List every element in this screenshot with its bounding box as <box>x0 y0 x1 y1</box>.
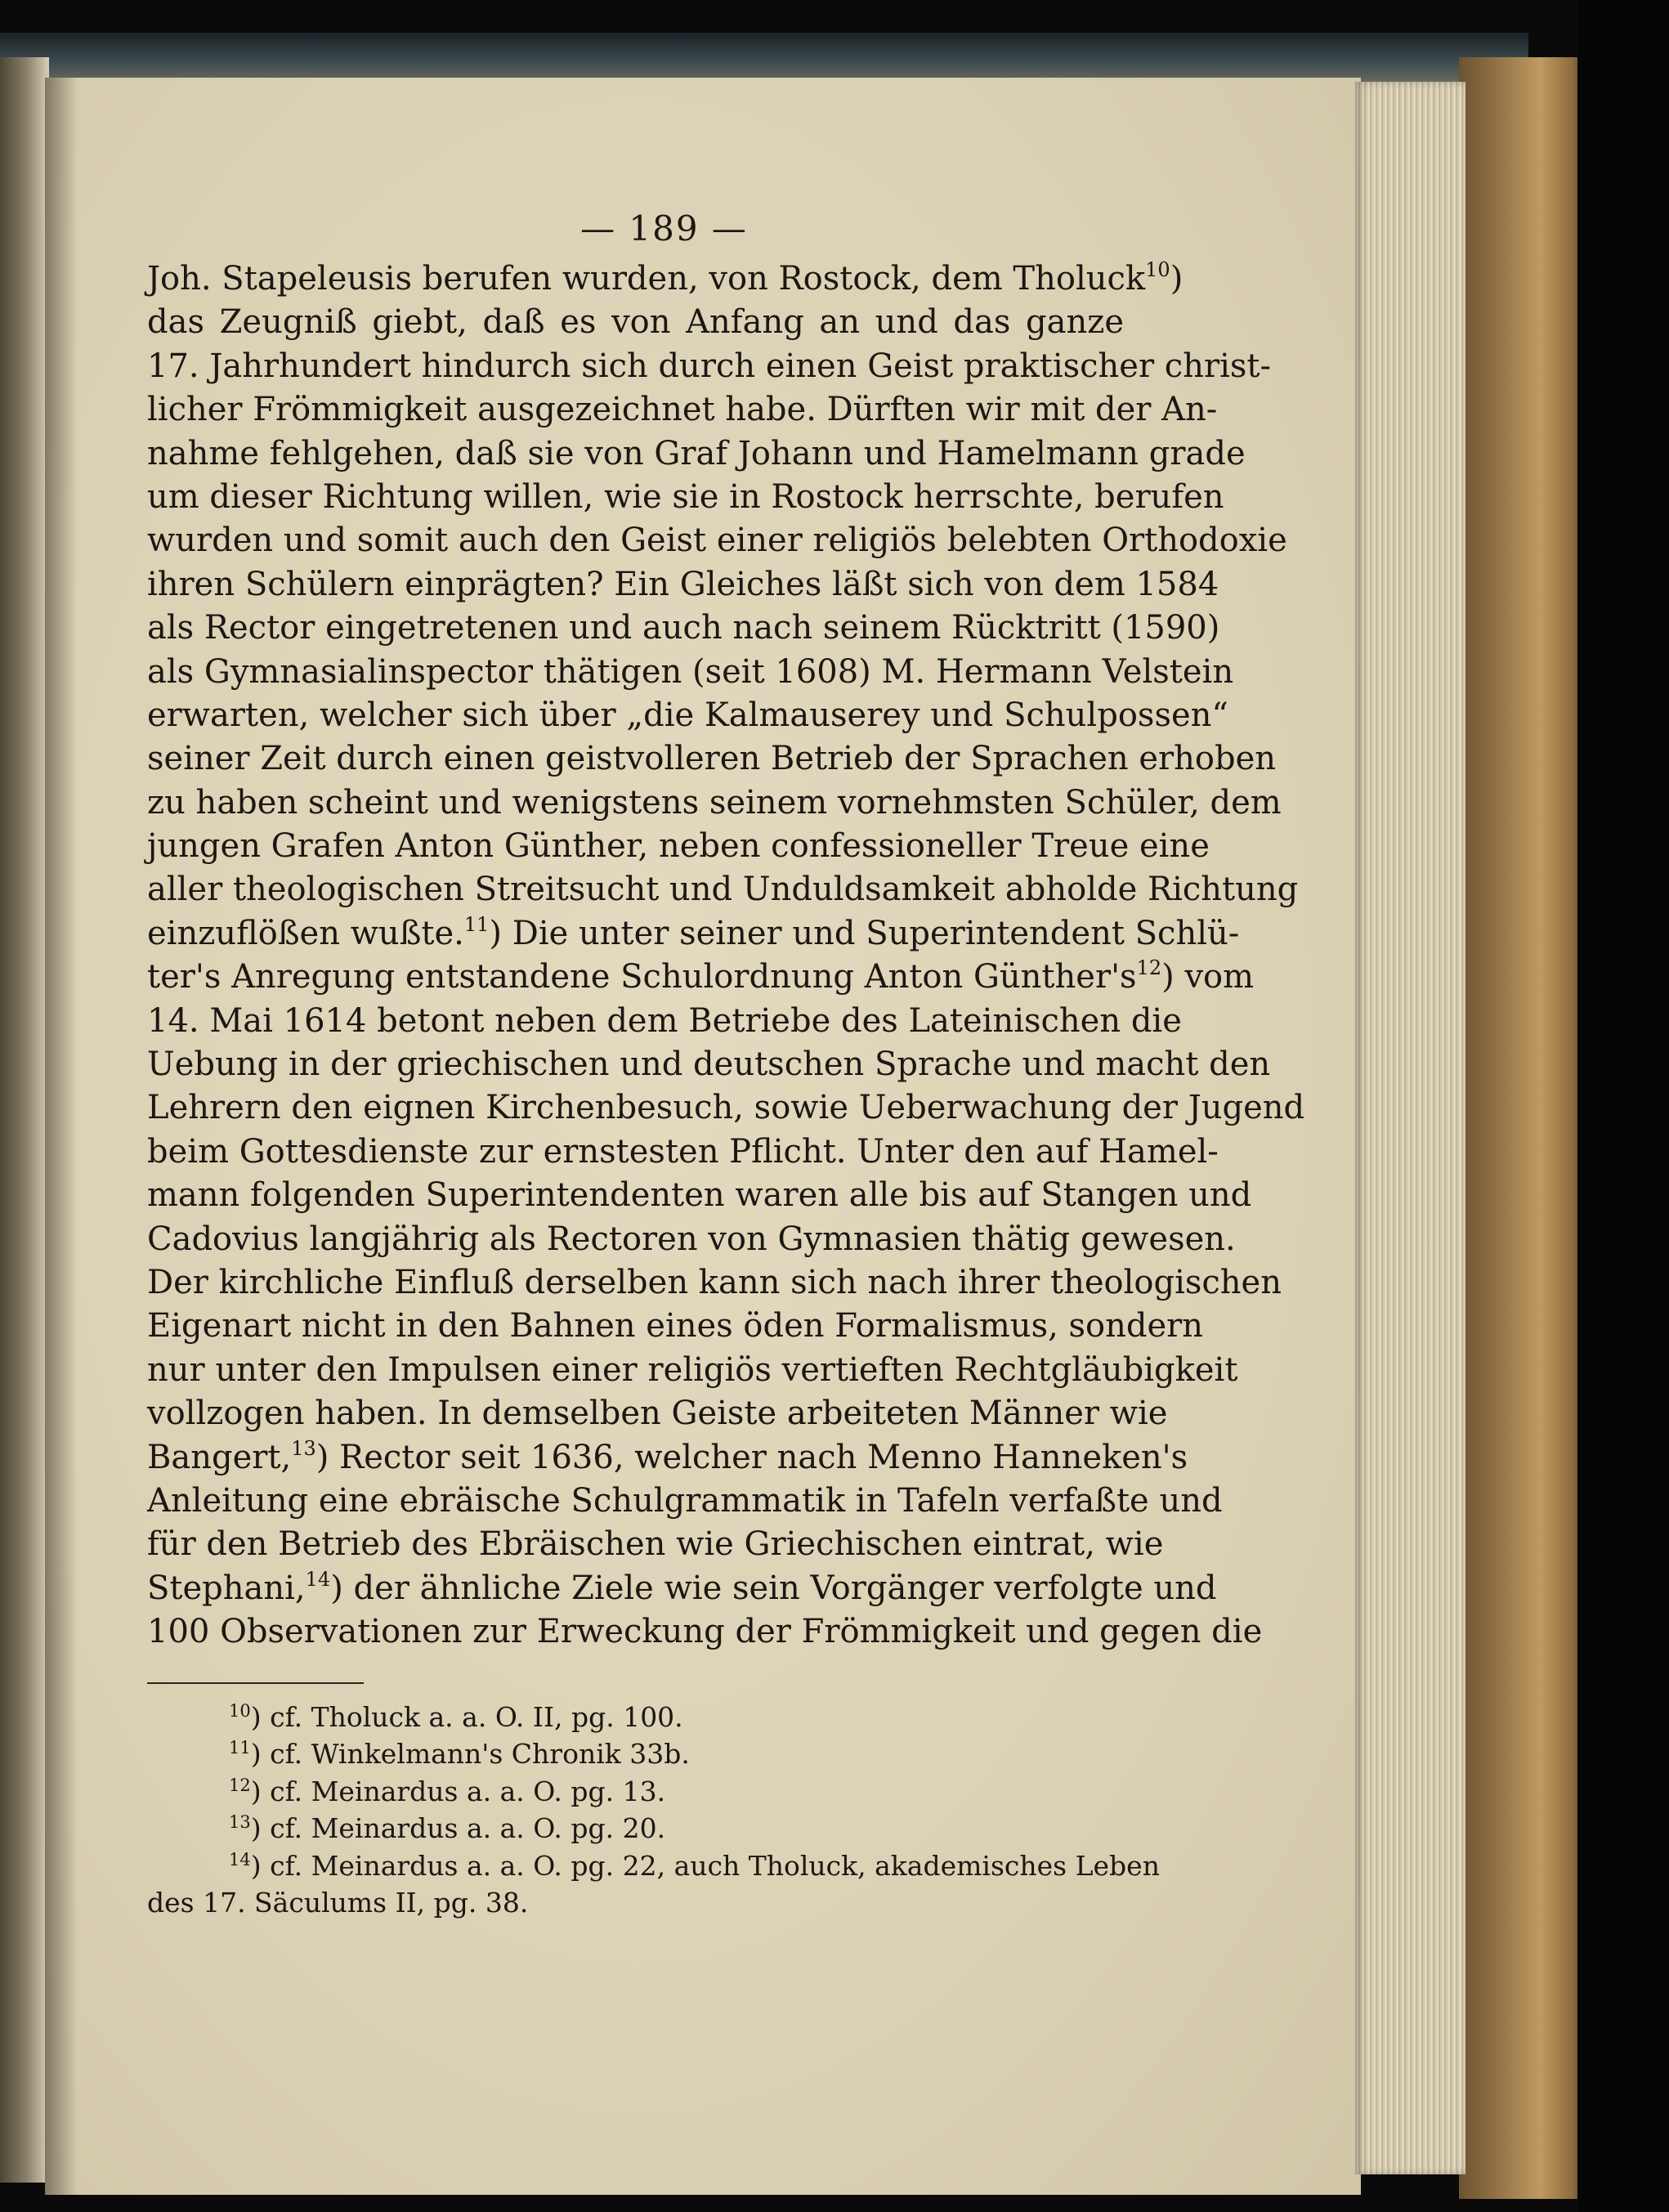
footnote-reference: 14 <box>305 1567 331 1591</box>
text-line <box>147 1174 1252 1217</box>
footnotes <box>147 1699 1160 1922</box>
text-segment: Anleitung eine ebräische Schulgrammatik in Tafeln verfaßte und <box>147 1481 1223 1520</box>
text-line <box>147 956 1255 999</box>
text-line <box>147 1000 1182 1043</box>
footnote-number: 11 <box>229 1738 251 1758</box>
text-line <box>147 1043 1271 1086</box>
text-segment: licher Frömmigkeit ausgezeichnet habe. Dürften wir mit der An- <box>147 391 1218 429</box>
text-segment: ) <box>1170 260 1184 298</box>
text-line <box>147 1436 1188 1480</box>
text-segment: nur unter den Impulsen einer religiös vertieften Rechtgläubigkeit <box>147 1350 1238 1389</box>
text-segment: 14. Mai 1614 betont neben dem Betriebe des Lateinischen die <box>147 1001 1182 1040</box>
book-cover-edge <box>1459 57 1594 2199</box>
text-line <box>147 825 1210 868</box>
text-segment: aller theologischen Streitsucht und Unduldsamkeit abholde Richtung <box>147 871 1299 909</box>
footnote <box>147 1847 1160 1885</box>
text-line <box>147 1131 1219 1174</box>
text-line <box>147 519 1287 562</box>
text-segment: seiner Zeit durch einen geistvolleren Betrieb der Sprachen erhoben <box>147 740 1277 778</box>
footnote-reference: 12 <box>1136 956 1162 980</box>
text-segment: Uebung in der griechischen und deutschen Sprache und macht den <box>147 1046 1271 1084</box>
text-segment: ihren Schülern einprägten? Ein Gleiches läßt sich von dem 1584 <box>147 565 1219 603</box>
text-line <box>147 345 1271 388</box>
text-segment: Bangert, <box>147 1438 292 1476</box>
background-dark <box>1577 0 1669 2212</box>
footnote-reference: 11 <box>463 912 490 936</box>
footnote <box>147 1735 1124 1773</box>
text-segment: vollzogen haben. In demselben Geiste arbeiteten Männer wie <box>147 1395 1168 1433</box>
text-line <box>147 432 1246 476</box>
text-segment: ter's Anregung entstandene Schulordnung Anton Günther's <box>147 958 1137 996</box>
text-line <box>147 1567 1217 1610</box>
footnote <box>147 1810 1124 1847</box>
text-line <box>147 1086 1305 1130</box>
text-line <box>147 912 1240 956</box>
text-line <box>147 388 1218 432</box>
text-segment: ) der ähnliche Ziele wie sein Vorgänger verfolgte und <box>330 1569 1217 1607</box>
text-line <box>147 476 1224 519</box>
text-segment: Der kirchliche Einfluß derselben kann sich nach ihrer theologischen <box>147 1263 1282 1301</box>
text-segment: das Zeugniß giebt, daß es von Anfang an und das ganze <box>147 303 1124 342</box>
footnote-rule <box>147 1682 364 1684</box>
footnote-text: ) cf. Meinardus a. a. O. pg. 22, auch Tholuck, akademisches Leben <box>250 1849 1160 1882</box>
page-fore-edge <box>1355 82 1465 2174</box>
left-page-edge <box>0 57 49 2183</box>
page-number: — 189 — <box>580 208 748 249</box>
text-segment: beim Gottesdienste zur ernstesten Pflicht. Unter den auf Hamel- <box>147 1132 1219 1171</box>
text-segment: für den Betrieb des Ebräischen wie Griechischen eintrat, wie <box>147 1525 1164 1564</box>
text-segment: ) vom <box>1161 958 1255 996</box>
body-text <box>147 257 1305 1655</box>
text-line <box>147 257 1184 301</box>
text-line <box>147 1392 1168 1435</box>
text-segment: ) Die unter seiner und Superintendent Schlü- <box>489 914 1240 952</box>
text-line <box>147 1523 1164 1566</box>
text-segment: Lehrern den eignen Kirchenbesuch, sowie Ueberwachung der Jugend <box>147 1089 1305 1127</box>
footnote-number: 12 <box>229 1775 251 1795</box>
text-line <box>147 868 1299 911</box>
text-line <box>147 1349 1238 1392</box>
text-line <box>147 607 1220 650</box>
text-segment: Eigenart nicht in den Bahnen eines öden Formalismus, sondern <box>147 1307 1204 1346</box>
footnote-text: ) cf. Tholuck a. a. O. II, pg. 100. <box>250 1700 683 1733</box>
text-line <box>147 563 1219 607</box>
footnote-continuation: des 17. Säculums II, pg. 38. <box>147 1887 529 1919</box>
text-segment: 17. Jahrhundert hindurch sich durch einen Geist praktischer christ- <box>147 347 1271 385</box>
text-line <box>147 737 1277 781</box>
footnote-number: 13 <box>229 1812 251 1832</box>
page-gutter-shadow <box>45 78 78 2195</box>
text-segment: wurden und somit auch den Geist einer religiös belebten Orthodoxie <box>147 522 1287 560</box>
text-segment: als Gymnasialinspector thätigen (seit 1608) M. Hermann Velstein <box>147 652 1234 691</box>
text-segment: als Rector eingetretenen und auch nach seinem Rücktritt (1590) <box>147 609 1220 647</box>
text-line <box>147 694 1228 737</box>
footnote-text: ) cf. Meinardus a. a. O. pg. 13. <box>250 1775 666 1807</box>
text-segment: zu haben scheint und wenigstens seinem vornehmsten Schüler, dem <box>147 783 1282 822</box>
footnote <box>147 1699 1124 1736</box>
text-segment: nahme fehlgehen, daß sie von Graf Johann und Hamelmann grade <box>147 434 1246 472</box>
footnote-reference: 13 <box>291 1436 316 1460</box>
footnote-text: ) cf. Meinardus a. a. O. pg. 20. <box>250 1812 666 1844</box>
text-line <box>147 1261 1282 1305</box>
text-line <box>147 1218 1236 1261</box>
text-segment: Stephani, <box>147 1569 306 1607</box>
footnote-reference: 10 <box>1145 258 1170 281</box>
text-segment: Cadovius langjährig als Rectoren von Gymnasien thätig gewesen. <box>147 1220 1236 1258</box>
text-segment: erwarten, welcher sich über „die Kalmauserey und Schulpossen“ <box>147 696 1228 734</box>
text-line <box>147 781 1282 825</box>
footnote-text: ) cf. Winkelmann's Chronik 33b. <box>250 1738 690 1770</box>
text-segment: mann folgenden Superintendenten waren alle bis auf Stangen und <box>147 1176 1252 1215</box>
page-text-block <box>147 208 1305 1922</box>
text-line <box>147 1480 1223 1523</box>
text-line <box>147 1610 1263 1654</box>
text-line <box>147 651 1234 694</box>
text-segment: 100 Observationen zur Erweckung der Frömmigkeit und gegen die <box>147 1613 1263 1651</box>
text-segment: jungen Grafen Anton Günther, neben confessioneller Treue eine <box>147 827 1210 866</box>
text-segment: um dieser Richtung willen, wie sie in Rostock herrschte, berufen <box>147 477 1224 516</box>
text-segment: Joh. Stapeleusis berufen wurden, von Rostock, dem Tholuck <box>147 260 1146 298</box>
text-segment: einzuflößen wußte. <box>147 914 464 952</box>
footnote-number: 10 <box>229 1700 251 1721</box>
text-line <box>147 1305 1204 1348</box>
text-line <box>147 301 1124 344</box>
footnote <box>147 1773 1124 1811</box>
footnote-number: 14 <box>229 1849 251 1869</box>
text-segment: ) Rector seit 1636, welcher nach Menno Hanneken's <box>315 1438 1188 1476</box>
